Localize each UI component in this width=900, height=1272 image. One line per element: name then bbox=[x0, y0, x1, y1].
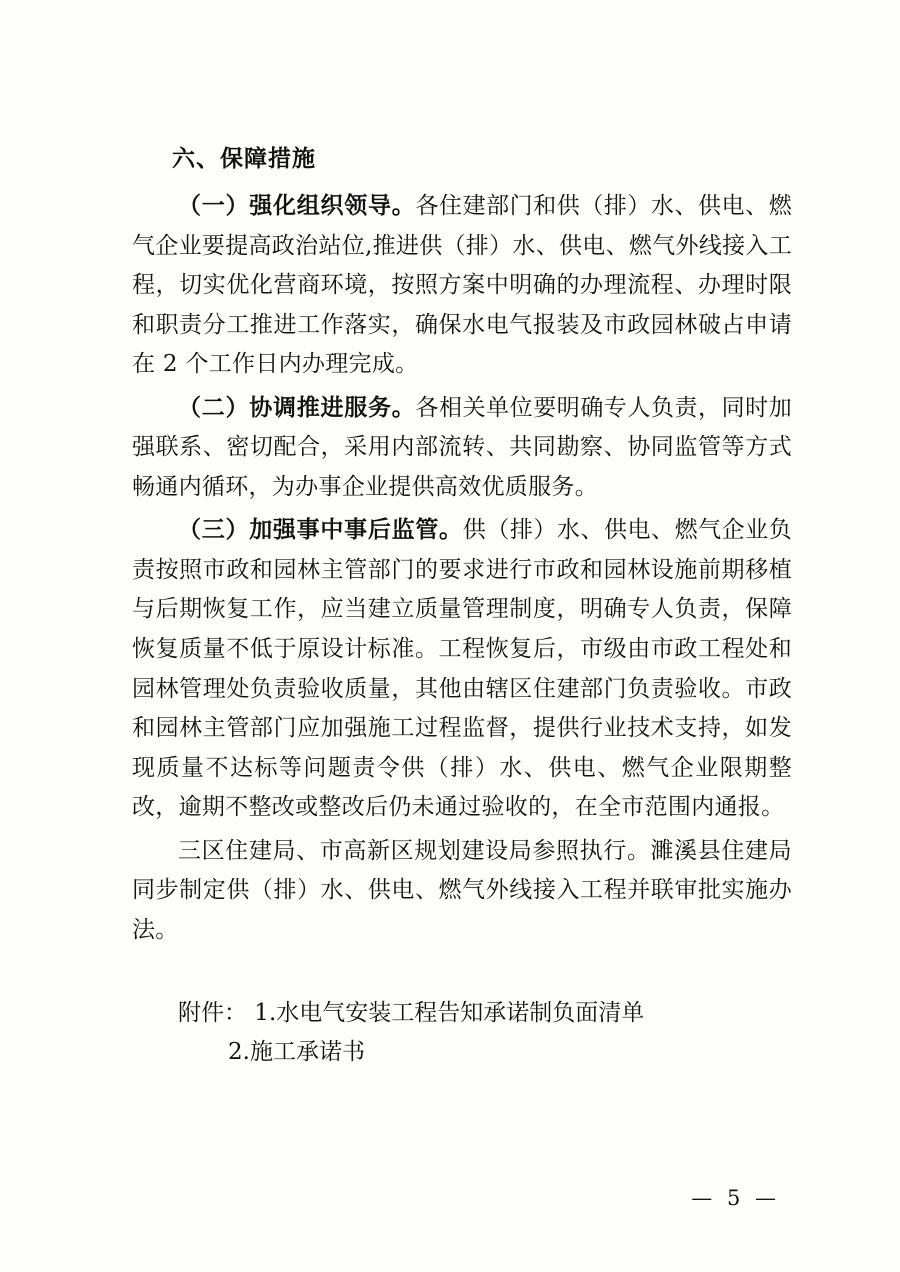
paragraph-2-text: 各相关单位要明确专人负责，同时加强联系、密切配合，采用内部流转、共同勘察、协同监管等方式畅通内循环，为办事企业提供高效优质服务。 bbox=[132, 394, 792, 500]
paragraph-2-lead: （二）协调推进服务。 bbox=[178, 394, 416, 421]
document-body bbox=[132, 140, 792, 1073]
paragraph-1-text: 各住建部门和供（排）水、供电、燃气企业要提高政治站位,推进供（排）水、供电、燃气外线接入工程，切实优化营商环境，按照方案中明确的办理流程、办理时限和职责分工推进工作落实，确保水电气报装及市政园林破占申请在 2 个工作日内办理完成。 bbox=[132, 193, 793, 378]
paragraph-4 bbox=[132, 832, 792, 951]
paragraph-3 bbox=[132, 511, 792, 827]
attachment-list bbox=[132, 994, 792, 1072]
page-title: 六、保障措施 bbox=[172, 146, 316, 172]
page-number: — 5 — bbox=[691, 1186, 780, 1210]
paragraph-1-lead: （一）强化组织领导。 bbox=[178, 193, 416, 219]
attachment-item-2: 2.施工承诺书 bbox=[228, 1039, 365, 1066]
paragraph-2 bbox=[132, 389, 792, 508]
paragraph-3-lead: （三）加强事中事后监管。 bbox=[178, 517, 463, 544]
paragraph-3-text: 供（排）水、供电、燃气企业负责按照市政和园林主管部门的要求进行市政和园林设施前期移植与后期恢复工作，应当建立质量管理制度，明确专人负责，保障恢复质量不低于原设计标准。工程恢复后，市级由市政工程处和园林管理处负责验收质量，其他由辖区住建部门负责验收。市政和园林主管部门应加强施工过程监督，提供行业技术支持，如发现质量不达标等问题责令供（排）水、供电、燃气企业限期整改，逾期不整改或整改后仍未通过验收的，在全市范围内通报。 bbox=[132, 517, 793, 821]
paragraph-4-text: 三区住建局、市高新区规划建设局参照执行。濉溪县住建局同步制定供（排）水、供电、燃气外线接入工程并联审批实施办法。 bbox=[132, 837, 792, 943]
paragraph-1 bbox=[132, 187, 792, 385]
attachment-item-1: 附件： 1.水电气安装工程告知承诺制负面清单 bbox=[178, 1000, 645, 1027]
